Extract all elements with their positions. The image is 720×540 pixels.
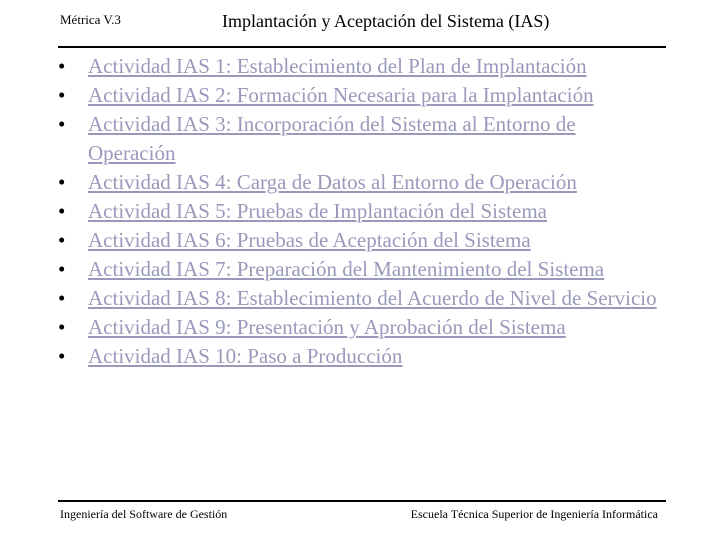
list-item xyxy=(58,168,668,197)
list-item xyxy=(58,197,668,226)
header-divider xyxy=(58,46,666,48)
list-item xyxy=(58,255,668,284)
footer-divider xyxy=(58,500,666,502)
bullet-icon: • xyxy=(58,228,66,252)
list-item xyxy=(58,110,668,168)
bullet-icon: • xyxy=(58,170,66,194)
bullet-icon: • xyxy=(58,257,66,281)
footer-right-text: Escuela Técnica Superior de Ingeniería Informática xyxy=(410,507,658,521)
activity-link[interactable]: Actividad IAS 2: Formación Necesaria para la Implantación xyxy=(88,83,594,107)
activity-link[interactable]: Actividad IAS 1: Establecimiento del Plan de Implantación xyxy=(88,54,587,78)
header-section-label: Métrica V.3 xyxy=(60,12,121,27)
list-item xyxy=(58,284,668,313)
bullet-icon: • xyxy=(58,112,66,136)
list-item xyxy=(58,342,668,371)
bullet-icon: • xyxy=(58,83,66,107)
footer-left-text: Ingeniería del Software de Gestión xyxy=(60,507,228,521)
bullet-icon: • xyxy=(58,315,66,339)
bullet-icon: • xyxy=(58,286,66,310)
activity-link[interactable]: Actividad IAS 5: Pruebas de Implantación del Sistema xyxy=(88,199,547,223)
activity-link[interactable]: Actividad IAS 4: Carga de Datos al Entorno de Operación xyxy=(88,170,577,194)
bullet-icon: • xyxy=(58,54,66,78)
activity-link[interactable]: Actividad IAS 9: Presentación y Aprobación del Sistema xyxy=(88,315,566,339)
list-item xyxy=(58,52,668,81)
list-item xyxy=(58,81,668,110)
activity-link[interactable]: Actividad IAS 3: Incorporación del Sistema al Entorno de Operación xyxy=(88,112,576,165)
activity-link[interactable]: Actividad IAS 10: Paso a Producción xyxy=(88,344,403,368)
activity-list xyxy=(58,52,668,371)
list-item xyxy=(58,313,668,342)
activity-link[interactable]: Actividad IAS 8: Establecimiento del Acuerdo de Nivel de Servicio xyxy=(88,286,657,310)
activity-link[interactable]: Actividad IAS 7: Preparación del Mantenimiento del Sistema xyxy=(88,257,605,281)
bullet-icon: • xyxy=(58,344,66,368)
bullet-icon: • xyxy=(58,199,66,223)
page-title: Implantación y Aceptación del Sistema (IAS) xyxy=(222,11,550,31)
activity-link[interactable]: Actividad IAS 6: Pruebas de Aceptación del Sistema xyxy=(88,228,531,252)
list-item xyxy=(58,226,668,255)
